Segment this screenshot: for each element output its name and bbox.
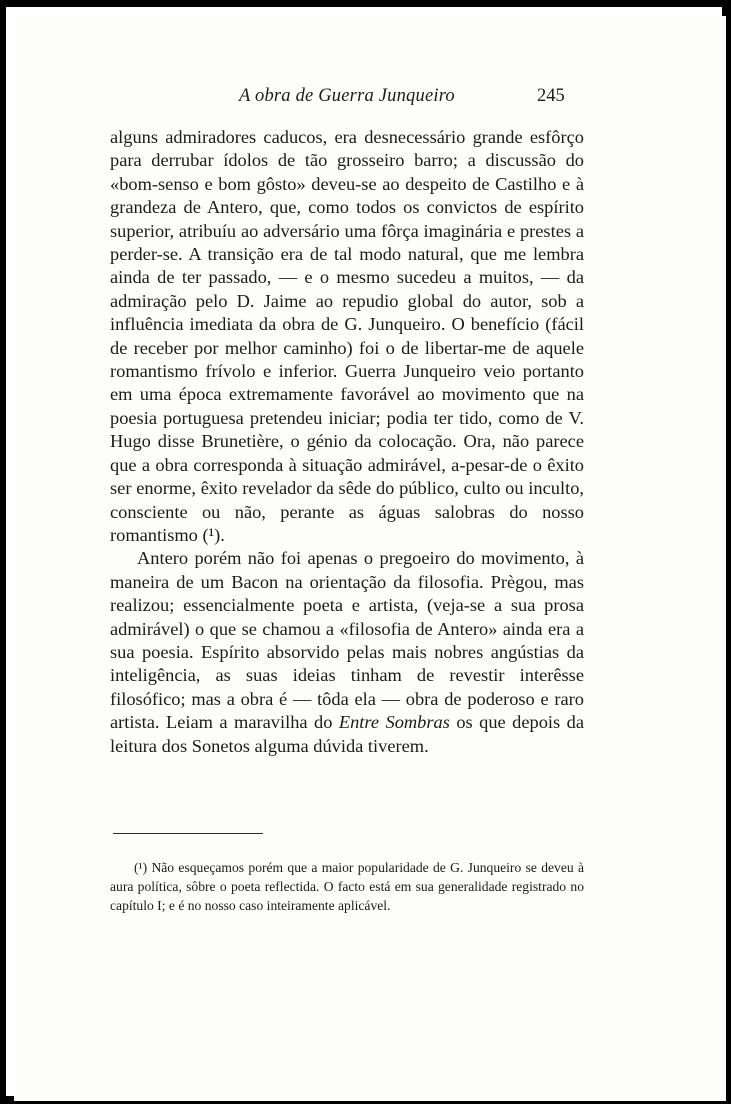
paragraph-1-text: alguns admiradores caducos, era desnecessário grande esfôrço para derrubar ídolos de tão grosseiro barro; a discussão do «bom-senso e bom gôsto» deveu-se ao despeito de Castilho e à grandeza de Antero, que, como todos os convictos de espírito superior, atribuíu ao adversário uma fôrça imaginária e prestes a perder-se. A transição era de tal modo natural, que me lembra ainda de ter passado, — e o mesmo sucedeu a muitos, — da admiração pelo D. Jaime ao repudio global do autor, sob a influência imediata da obra de G. Junqueiro. O benefício (fácil de receber por melhor caminho) foi o de libertar-me de aquele romantismo frívolo e inferior. Guerra Junqueiro veio portanto em uma época extremamente favorável ao movimento que na poesia portuguesa pretendeu iniciar; podia ter tido, como de V. Hugo disse Brunetière, o génio da colocação. Ora, não parece que a obra corresponda à situação admirável, a-pesar-de o êxito ser enorme, êxito revelador da sêde do público, culto ou inculto, consciente ou não, perante as águas salobras do nosso romantismo — [110, 127, 584, 545]
footnote — [110, 858, 584, 916]
paragraph-1-end: . — [220, 524, 225, 545]
footnote-separator — [113, 833, 263, 834]
paragraph-2-text: Antero porém não foi apenas o pregoeiro do movimento, à maneira de um Bacon na orientação da filosofia. Prègou, mas realizou; essencialmente poeta e artista, (veja-se a sua prosa admirável) o que se chamou a «filosofia de Antero» ainda era a sua poesia. Espírito absorvido pelas mais nobres angústias da inteligência, as suas ideias tinham de revestir interêsse filosófico; mas a obra é — tôda ela — obra de poderoso e raro artista. Leiam a maravilha do — [110, 548, 584, 733]
italic-title: Entre Sombras — [338, 712, 450, 733]
page-number: 245 — [537, 86, 565, 106]
footnote-marker: (¹) — [134, 860, 148, 875]
book-page — [14, 16, 726, 1101]
page-header — [14, 86, 726, 112]
footnote-reference: (¹) — [202, 524, 221, 545]
footnote-text: Não esqueçamos porém que a maior popularidade de G. Junqueiro se deveu à aura política, sôbre o poeta reflectida. O facto está em sua generalidade registrado no capítulo I; e é no nosso caso inteiramente aplicável. — [110, 860, 584, 914]
body-text — [110, 126, 584, 758]
paragraph-1 — [110, 126, 584, 547]
paragraph-2-end: os que depois da leitura dos Sonetos alguma dúvida tiverem. — [110, 712, 584, 756]
paragraph-2 — [110, 547, 584, 758]
running-title: A obra de Guerra Junqueiro — [239, 86, 455, 106]
